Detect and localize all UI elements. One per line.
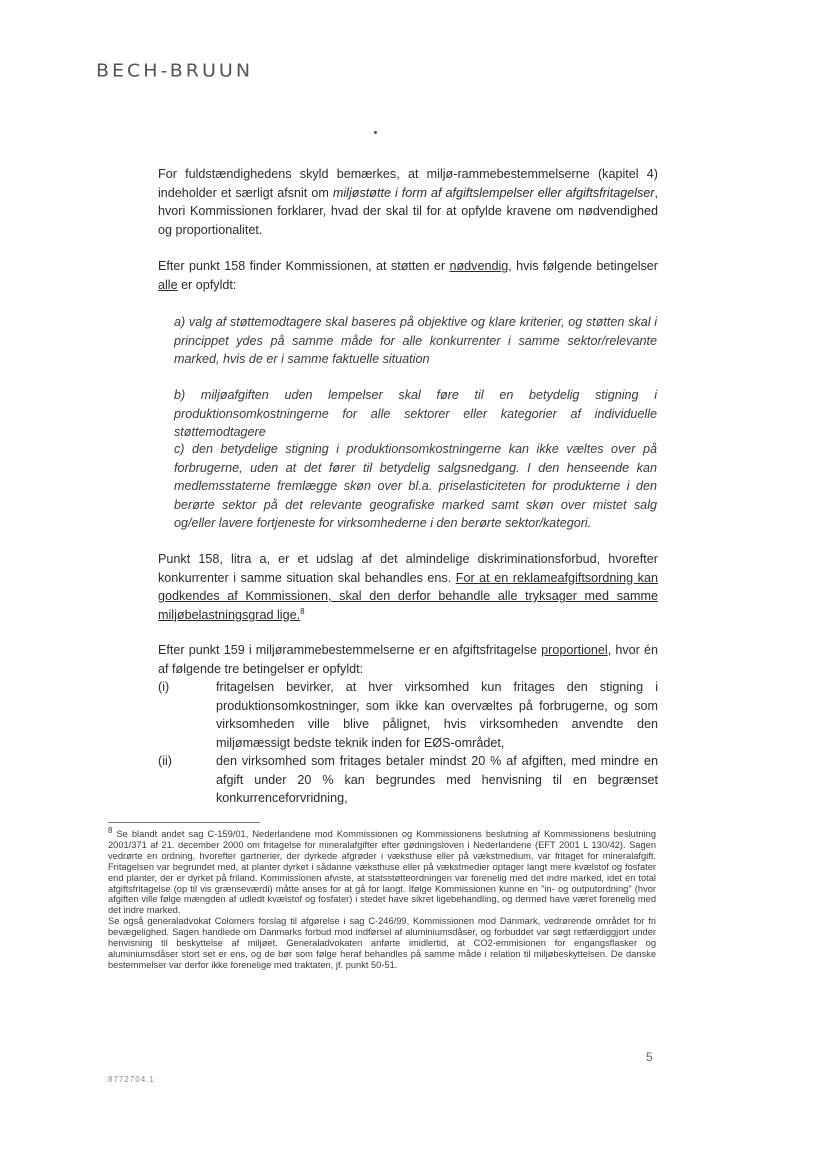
list-item: (i) fritagelsen bevirker, at hver virksomhed kun fritages den stigning i produktionsomkostninger, som ikke kan overvæltes på forbrugerne, og som virksomheden ville blive pålignet, hvis virksomheden anvendte den miljømæssigt bedste teknik inden for EØS-området,: [158, 680, 658, 750]
footnote: $^8$ Se blandt andet sag C-159/01, Nederlandene mod Kommissionen og Kommissionens beslutning af Kommissionens beslutning 2001/371 af 21. december 2000 om fritagelse for mineralafgifter efter gødningsloven i Nederlandene (EFT 2001 L 130/42). Sagen vedrørte en ordning, hvorefter gartnerier, der dyrkede afgrøder i væksthuse eller på vækstmedium, var fritaget for mineralafgift. Fritagelsen var begrundet med, at planter dyrket i sådanne væksthuse eller på vækstmedier optager langt mere kvælstof og fosfater end planter, der er dyrket på friland. Kommissionen afviste, at statsstøtteordningen var forenelig med det indre marked, idet en total afgiftsfritagelse (op til vis grænseværdi) måtte anses for at gå for langt. Ifølge Kommissionen kunne en "in- og outputordning" (hvor afgiften ville følge mængden af udledt kvælstof og fosfater) i stedet have sikret ligebehandling, og dermed have været forenelig med det indre marked. Se også generaladvokat Colomers forslag til afgørelse i sag C-246/99, Kommissionen mod Danmark, vedrørende området for fri bevægelighed. Sagen handlede om Danmarks forbud mod indførsel af aluminiumsdåser, og forbuddet var søgt retfærdiggjort under henvisning til beskyttelse af miljøet. Generaladvokaten anførte imidlertid, at CO2-emmisionen for engangsflasker og aluminiumsdåser stort set er ens, og de bør som følge heraf behandles på samme måde i relation til miljøbeskyttelsen. De danske bestemmelser var derfor ikke forenelige med traktaten, jf. punkt 50-51.: [108, 825, 656, 970]
paragraph-proportional: Efter punkt 159 i miljørammebestemmelserne er en afgiftsfritagelse proportionel, hvor én af følgende tre betingelser er opfyldt: (i) fritagelsen bevirker, at hver virksomhed kun fritages den stigning i produktionsomkostninger, som ikke kan overvæltes på forbrugerne, og som virksomheden ville blive pålignet, hvis virksomheden anvendte den miljømæssigt bedste teknik inden for EØS-området, (ii) den virksomhed som fritages betaler mindst 20 % af afgiften, med mindre en afgift under 20 % kan begrundes med henvisning til en begrænset konkurrenceforvridning,: [158, 641, 658, 808]
footnote-divider: [108, 822, 260, 823]
quote-condition-b: b) miljøafgiften uden lempelser skal føre til en betydelig stigning i produktionsomkostningerne for alle sektorer eller kategorier af individuelle støttemodtagere: [174, 388, 657, 439]
quote-condition-c: c) den betydelige stigning i produktionsomkostningerne kan ikke væltes over på forbrugerne, uden at det fører til betydelig salgsnedgang. I den henseende kan medlemsstaterne fremlægge skøn over bl.a. priselasticiteten for produkterne i den berørte sektor på det relevante geografiske marked samt skøn over mistet salg og/eller lavere fortjeneste for virksomhederne i den berørte sektor/kategori.: [174, 442, 657, 530]
quote-condition-a: a) valg af støttemodtagere skal baseres på objektive og klare kriterier, og støtten skal i princippet ydes på samme måde for alle konkurrenter i samme sektor/relevante marked, hvis de er i samme faktuelle situation: [174, 315, 657, 366]
paragraph-necessity: Efter punkt 158 finder Kommissionen, at støtten er nødvendig, hvis følgende betingelser alle er opfyldt:: [158, 259, 658, 292]
page-number: 5: [646, 1050, 653, 1064]
list-item: (ii) den virksomhed som fritages betaler mindst 20 % af afgiften, med mindre en afgift under 20 % kan begrundes med henvisning til en begrænset konkurrenceforvridning,: [158, 754, 658, 805]
company-logo: BECH-BRUUN: [96, 60, 254, 82]
footnote-ref: 8: [300, 606, 305, 616]
paragraph-discrimination: Punkt 158, litra a, er et udslag af det almindelige diskriminationsforbud, hvorefter konkurrenter i samme situation skal behandles ens. For at en reklameafgiftsordning kan godkendes af Kommissionen, skal den derfor behandle alle tryksager med samme miljøbelastningsgrad lige.$^8$: [158, 552, 658, 622]
scan-speck: [374, 131, 377, 134]
paragraph-completeness: For fuldstændighedens skyld bemærkes, at miljø-rammebestemmelserne (kapitel 4) indeholder et særligt afsnit om miljøstøtte i form af afgiftslempelser eller afgiftsfritagelser, hvori Kommissionen forklarer, hvad der skal til for at opfylde kravene om nødvendighed og proportionalitet.: [158, 167, 659, 237]
document-reference: 8772704.1: [108, 1075, 155, 1084]
